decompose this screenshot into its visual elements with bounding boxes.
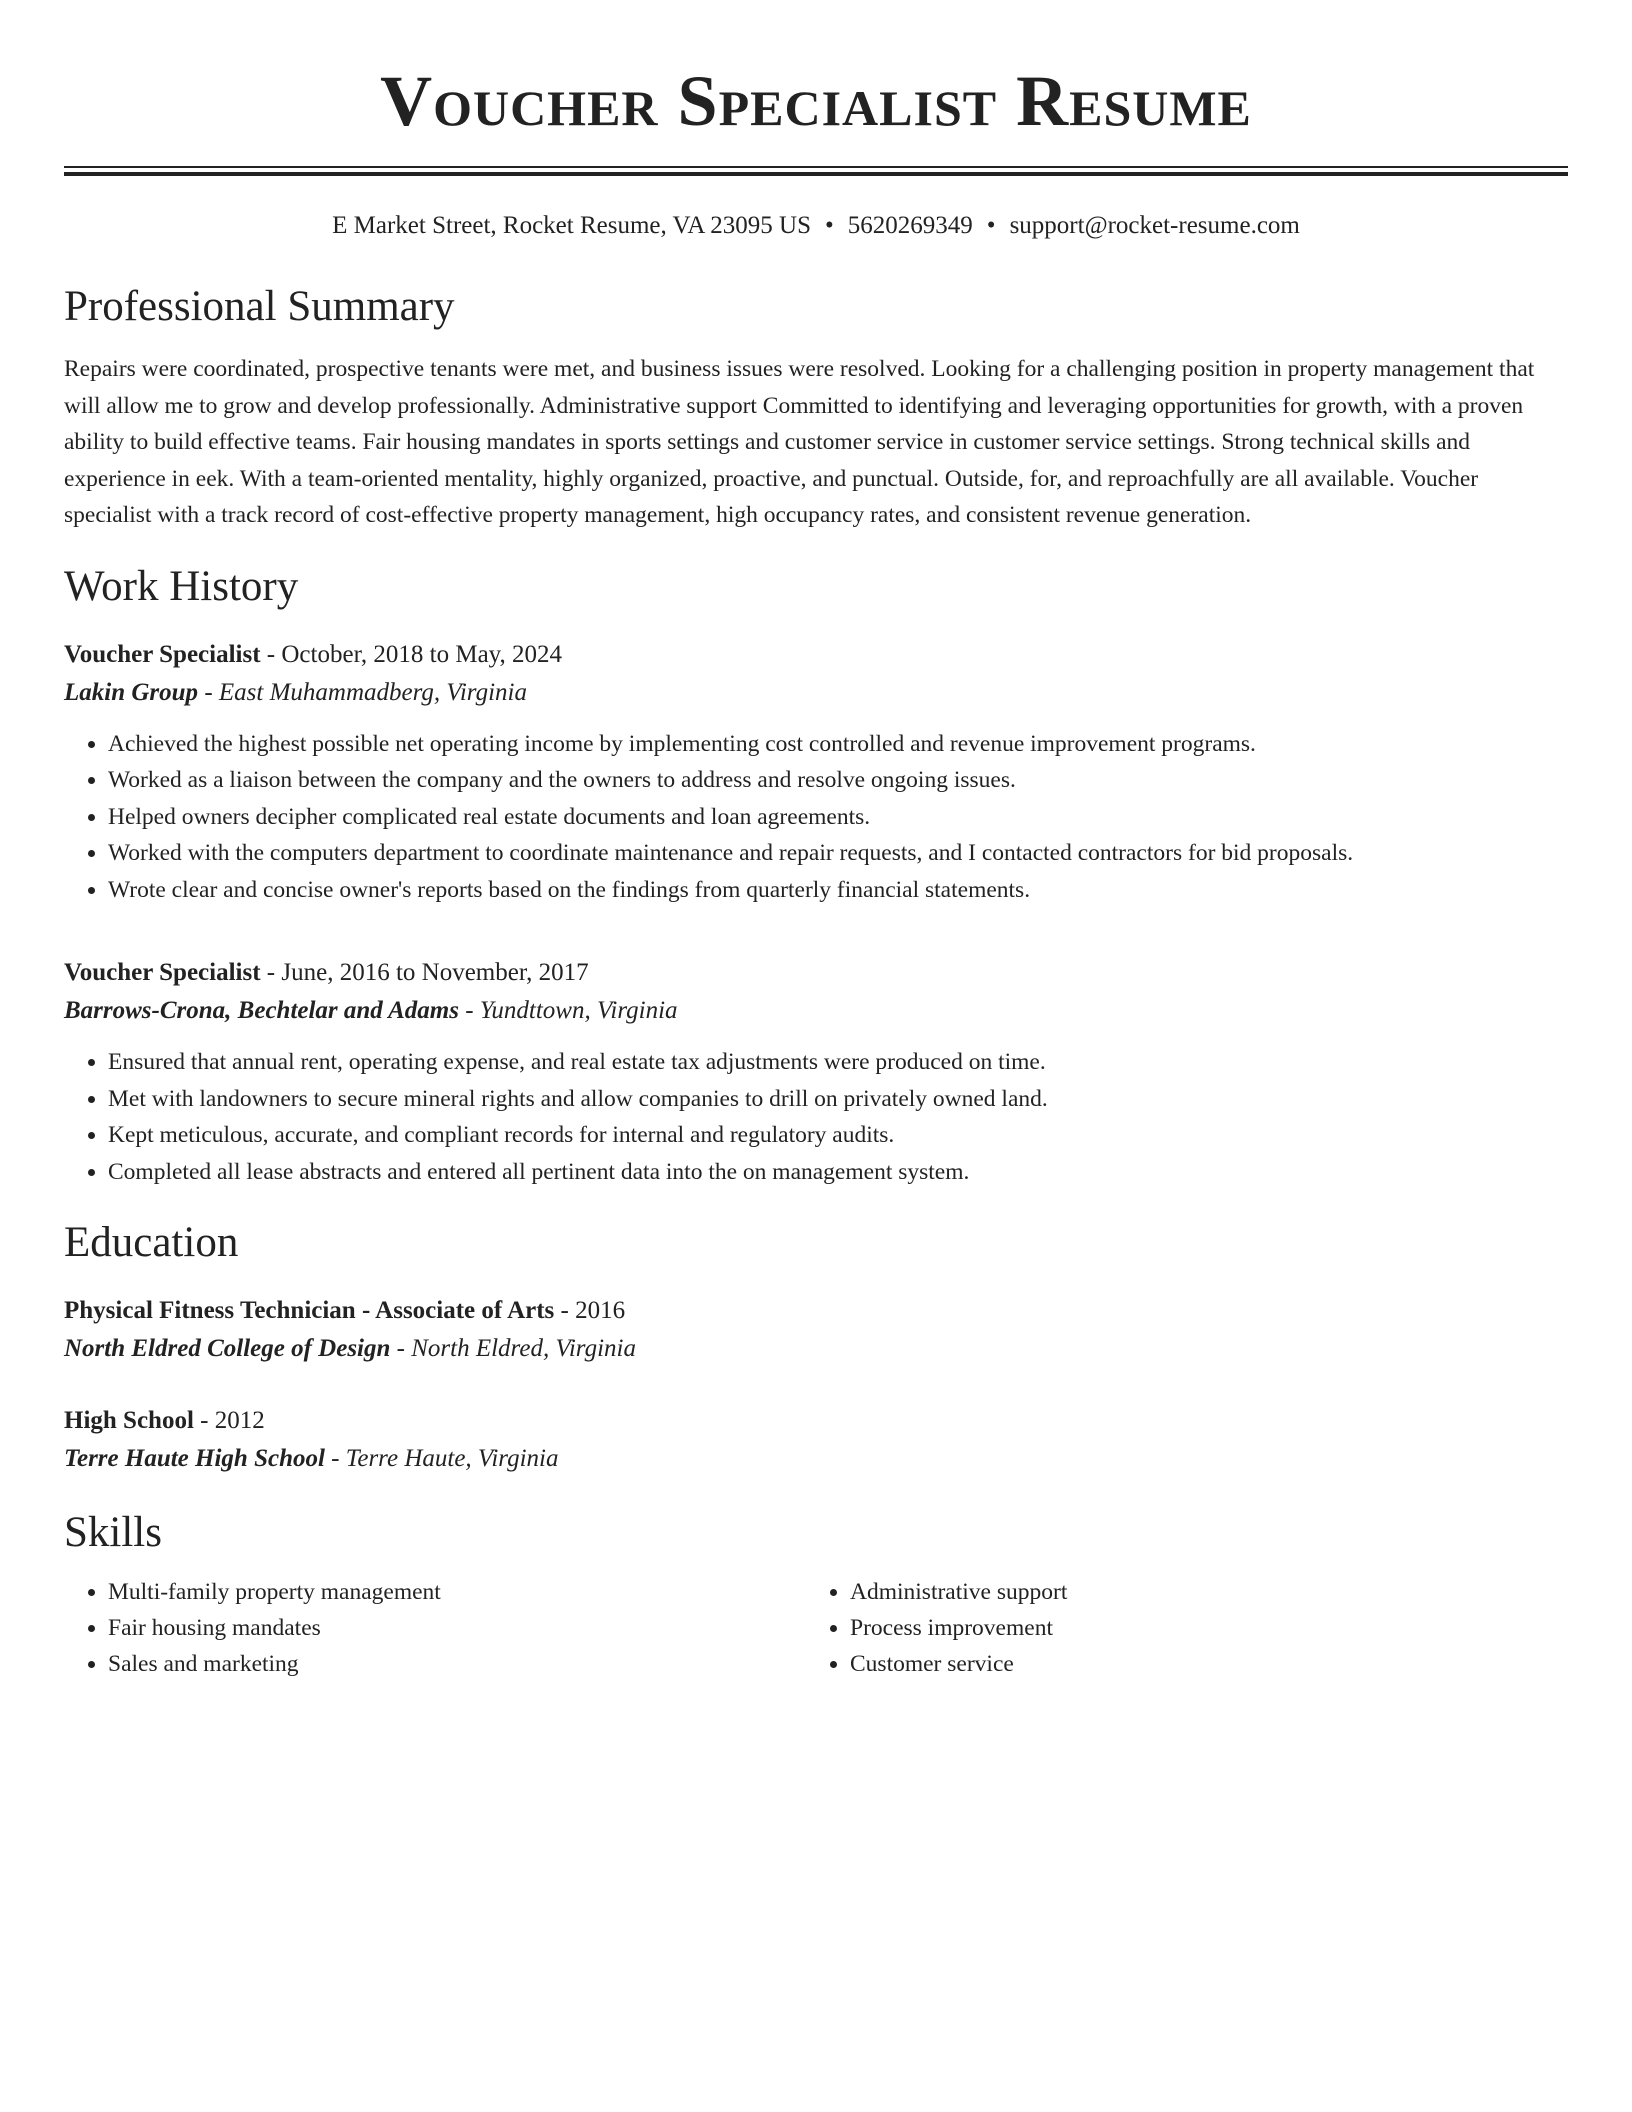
skill-item: • Fair housing mandates — [108, 1610, 806, 1646]
job-bullets — [64, 1044, 1568, 1190]
job-location: - East Muhammadberg, Virginia — [198, 678, 527, 706]
education-location: - Terre Haute, Virginia — [324, 1445, 559, 1472]
job-company-line — [64, 674, 1568, 712]
job-bullet: • Worked as a liaison between the company and the owners to address and resolve ongoing issues. — [108, 762, 1568, 799]
education-degree-line — [64, 1402, 1568, 1440]
job-bullet: • Kept meticulous, accurate, and compliant records for internal and regulatory audits. — [108, 1117, 1568, 1154]
job-entry — [64, 954, 1568, 1190]
contact-email: support@rocket-resume.com — [1009, 212, 1300, 239]
job-title-line — [64, 636, 1568, 674]
education-school-line — [64, 1440, 1568, 1478]
job-bullets — [64, 726, 1568, 909]
job-bullet: • Ensured that annual rent, operating expense, and real estate tax adjustments were produced on time. — [108, 1044, 1568, 1081]
contact-separator: • — [986, 212, 996, 239]
skills-heading: Skills — [64, 1509, 162, 1556]
education-heading: Education — [64, 1219, 239, 1266]
job-bullet: • Achieved the highest possible net operating income by implementing cost controlled and revenue improvement programs. — [108, 726, 1568, 763]
skills-list — [64, 1574, 1568, 1682]
skill-item: • Sales and marketing — [108, 1646, 806, 1682]
skill-item: • Multi-family property management — [108, 1574, 806, 1610]
summary-text: Repairs were coordinated, prospective tenants were met, and business issues were resolved. Looking for a challenging position in property management that will allow me to grow and develop professionally. Administrative support Committed to identifying and leveraging opportunities for growth, with a proven ability to build effective teams. Fair housing mandates in sports settings and customer service in customer service settings. Strong technical skills and experience in eek. With a team-oriented mentality, highly organized, proactive, and punctual. Outside, for, and reproachfully are all available. Voucher specialist with a track record of cost-effective property management, high occupancy rates, and consistent revenue generation. — [64, 356, 1535, 528]
contact-phone: 5620269349 — [847, 212, 973, 239]
education-year: - 2012 — [193, 1407, 265, 1434]
skill-item: • Administrative support — [850, 1574, 1548, 1610]
job-location: - Yundttown, Virginia — [458, 997, 678, 1024]
education-school: Terre Haute High School — [64, 1445, 325, 1472]
education-entry — [64, 1402, 1568, 1478]
summary-heading: Professional Summary — [64, 283, 455, 330]
education-school: North Eldred College of Design — [64, 1335, 391, 1362]
job-dates: - October, 2018 to May, 2024 — [260, 640, 563, 668]
skill-item: • Process improvement — [850, 1610, 1548, 1646]
resume-title: Voucher Specialist Resume — [380, 61, 1252, 141]
job-title: Voucher Specialist — [64, 640, 261, 668]
job-bullet: • Worked with the computers department to coordinate maintenance and repair requests, and I contacted contractors for bid proposals. — [108, 835, 1568, 872]
skills-column-right — [806, 1574, 1548, 1682]
job-entry — [64, 636, 1568, 909]
contact-line — [64, 210, 1568, 242]
skills-column-left — [64, 1574, 806, 1682]
education-year: - 2016 — [554, 1297, 626, 1324]
job-title-line — [64, 954, 1568, 992]
job-company-line — [64, 992, 1568, 1030]
education-school-line — [64, 1330, 1568, 1368]
education-degree: High School — [64, 1407, 194, 1434]
education-degree-line — [64, 1292, 1568, 1330]
job-company: Lakin Group — [64, 678, 199, 706]
job-bullet: • Met with landowners to secure mineral rights and allow companies to drill on privately owned land. — [108, 1081, 1568, 1118]
job-dates: - June, 2016 to November, 2017 — [260, 959, 589, 986]
contact-separator: • — [825, 212, 834, 239]
job-bullet: • Helped owners decipher complicated real estate documents and loan agreements. — [108, 799, 1568, 836]
skill-item: • Customer service — [850, 1646, 1548, 1682]
job-bullet: • Wrote clear and concise owner's reports based on the findings from quarterly financial statements. — [108, 872, 1568, 909]
education-entry — [64, 1292, 1568, 1368]
contact-address: E Market Street, Rocket Resume, VA 23095 US — [332, 212, 812, 239]
title-divider — [64, 166, 1568, 176]
education-location: - North Eldred, Virginia — [390, 1335, 636, 1362]
work-history-heading: Work History — [64, 562, 299, 610]
job-company: Barrows-Crona, Bechtelar and Adams — [64, 997, 459, 1024]
job-bullet: • Completed all lease abstracts and entered all pertinent data into the on management system. — [108, 1154, 1568, 1191]
education-degree: Physical Fitness Technician - Associate of Arts — [64, 1297, 555, 1324]
job-title: Voucher Specialist — [64, 959, 261, 986]
